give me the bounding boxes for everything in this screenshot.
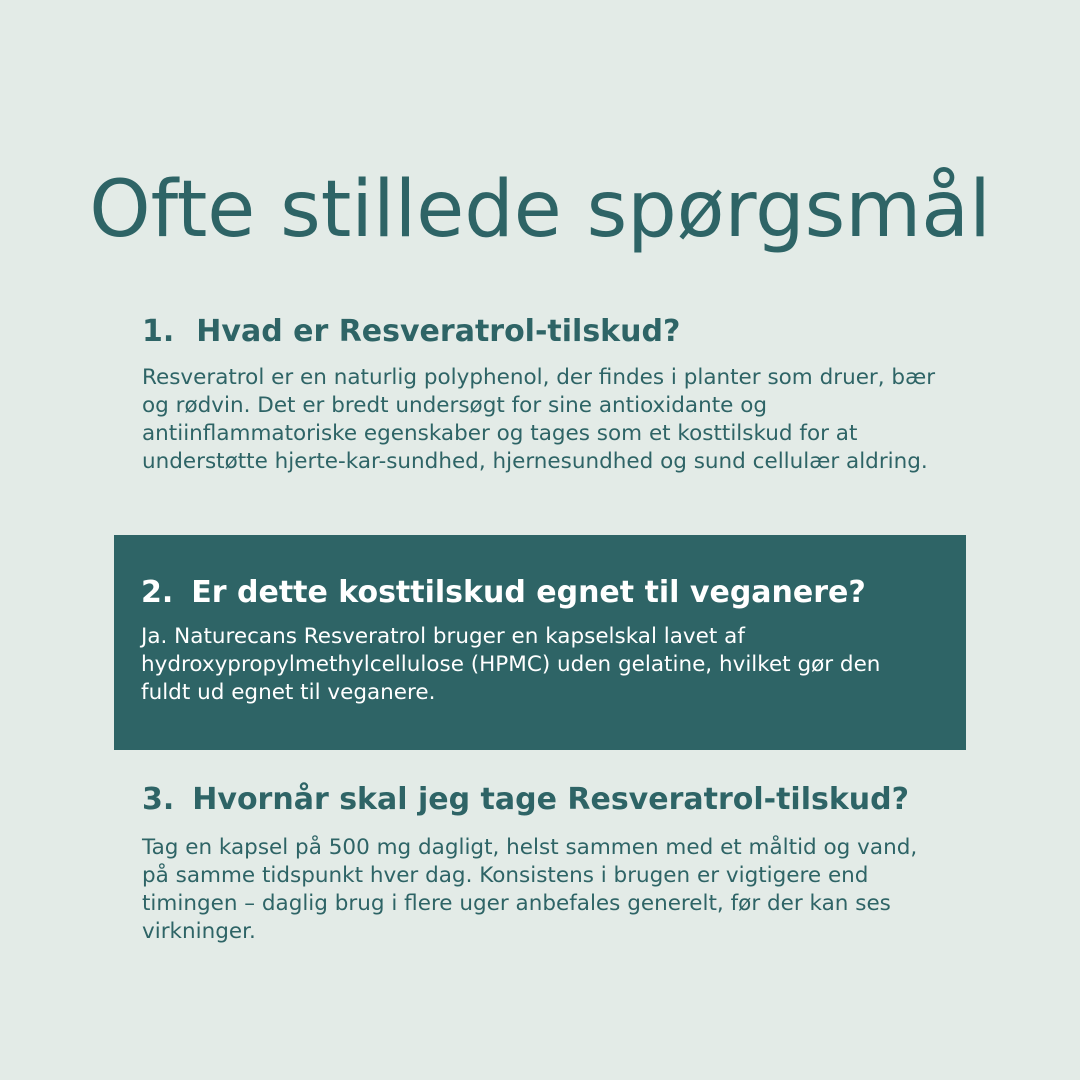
faq-number: 2.	[141, 575, 174, 610]
faq-question	[142, 780, 962, 820]
faq-question	[142, 312, 962, 352]
faq-question-text: Er dette kosttilskud egnet til veganere?	[191, 575, 866, 610]
faq-item-2-highlighted	[114, 535, 966, 750]
faq-answer: Resveratrol er en naturlig polyphenol, der findes i planter som druer, bær og rødvin. Det er bredt undersøgt for sine antioxidante og antiinflammatoriske egenskaber og tages som et kosttilskud for at understøtte hjerte-kar-sundhed, hjernesundhed og sund cellulær aldring.	[142, 365, 936, 474]
faq-number: 1.	[142, 314, 175, 349]
faq-question	[141, 573, 966, 613]
faq-item-3	[142, 780, 962, 946]
faq-question-text: Hvornår skal jeg tage Resveratrol-tilskud?	[192, 782, 910, 817]
faq-item-1	[142, 312, 962, 476]
faq-answer: Tag en kapsel på 500 mg dagligt, helst sammen med et måltid og vand, på samme tidspunkt hver dag. Konsistens i brugen er vigtigere end timingen – daglig brug i flere uger anbefales generelt, før der kan ses virkninger.	[142, 835, 918, 944]
faq-answer: Ja. Naturecans Resveratrol bruger en kapselskal lavet af hydroxypropylmethylcellulose (HPMC) uden gelatine, hvilket gør den fuldt ud egnet til veganere.	[141, 624, 881, 705]
faq-number: 3.	[142, 782, 175, 817]
page-title: Ofte stillede spørgsmål	[89, 165, 991, 255]
faq-question-text: Hvad er Resveratrol-tilskud?	[196, 314, 681, 349]
